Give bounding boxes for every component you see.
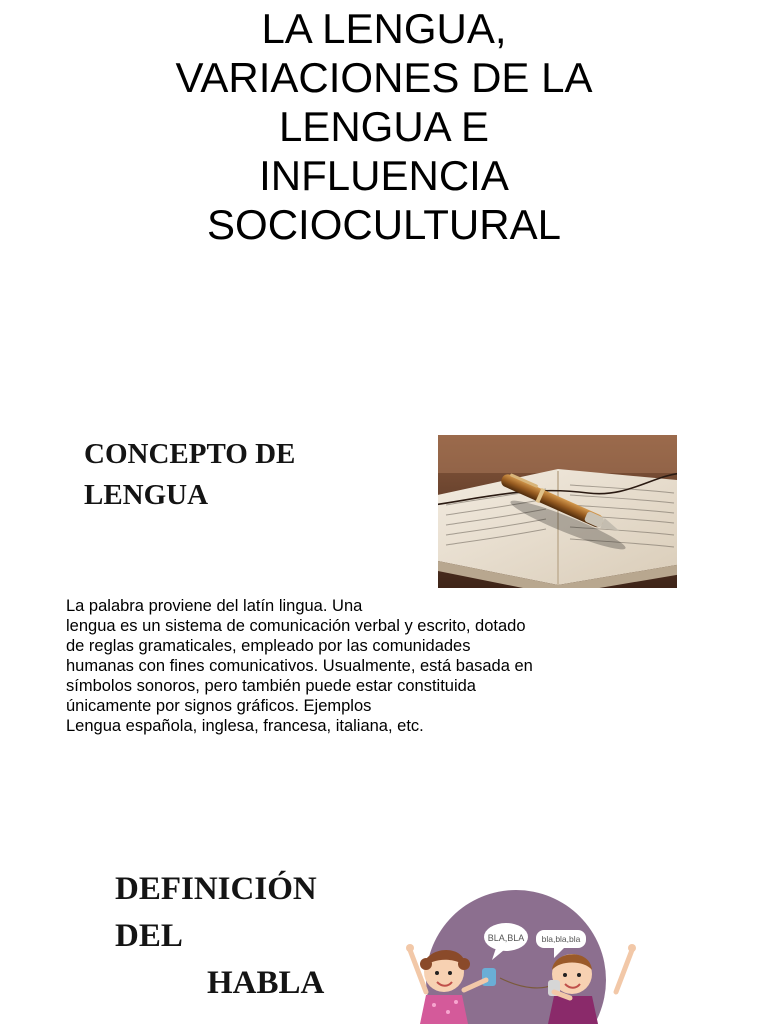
- title-line: VARIACIONES DE LA: [175, 54, 593, 101]
- document-title: [84, 4, 684, 249]
- heading-line: DEL: [115, 918, 183, 954]
- heading-line: DEFINICIÓN: [115, 871, 317, 907]
- habla-heading: [115, 866, 324, 1007]
- body-line: humanas con fines comunicativos. Usualmente, está basada en: [66, 657, 533, 675]
- title-line: SOCIOCULTURAL: [207, 201, 561, 248]
- pen-on-notebook-photo: [438, 435, 677, 588]
- body-line: de reglas gramaticales, empleado por las comunidades: [66, 637, 471, 655]
- body-line: Lengua española, inglesa, francesa, italiana, etc.: [66, 717, 424, 735]
- bubble-left-text: BLA,BLA: [487, 933, 525, 943]
- heading-line: LENGUA: [84, 479, 209, 511]
- heading-line: HABLA: [207, 965, 325, 1001]
- body-line: símbolos sonoros, pero también puede estar constituida: [66, 677, 476, 695]
- heading-line: CONCEPTO DE: [84, 438, 296, 470]
- title-line: LA LENGUA,: [261, 5, 507, 52]
- children-talking-illustration: [404, 880, 640, 1024]
- body-line: lengua es un sistema de comunicación verbal y escrito, dotado: [66, 617, 526, 635]
- title-line: LENGUA E: [278, 103, 490, 150]
- concepto-heading: [84, 434, 295, 516]
- bubble-right-text: bla,bla,bla: [541, 934, 581, 944]
- pen-photo-graphic: [438, 435, 677, 588]
- title-line: INFLUENCIA: [259, 152, 509, 199]
- children-talking-graphic: [404, 880, 640, 1024]
- body-line: La palabra proviene del latín lingua. Una: [66, 597, 363, 615]
- body-line: únicamente por signos gráficos. Ejemplos: [66, 697, 372, 715]
- concepto-body: [66, 596, 626, 736]
